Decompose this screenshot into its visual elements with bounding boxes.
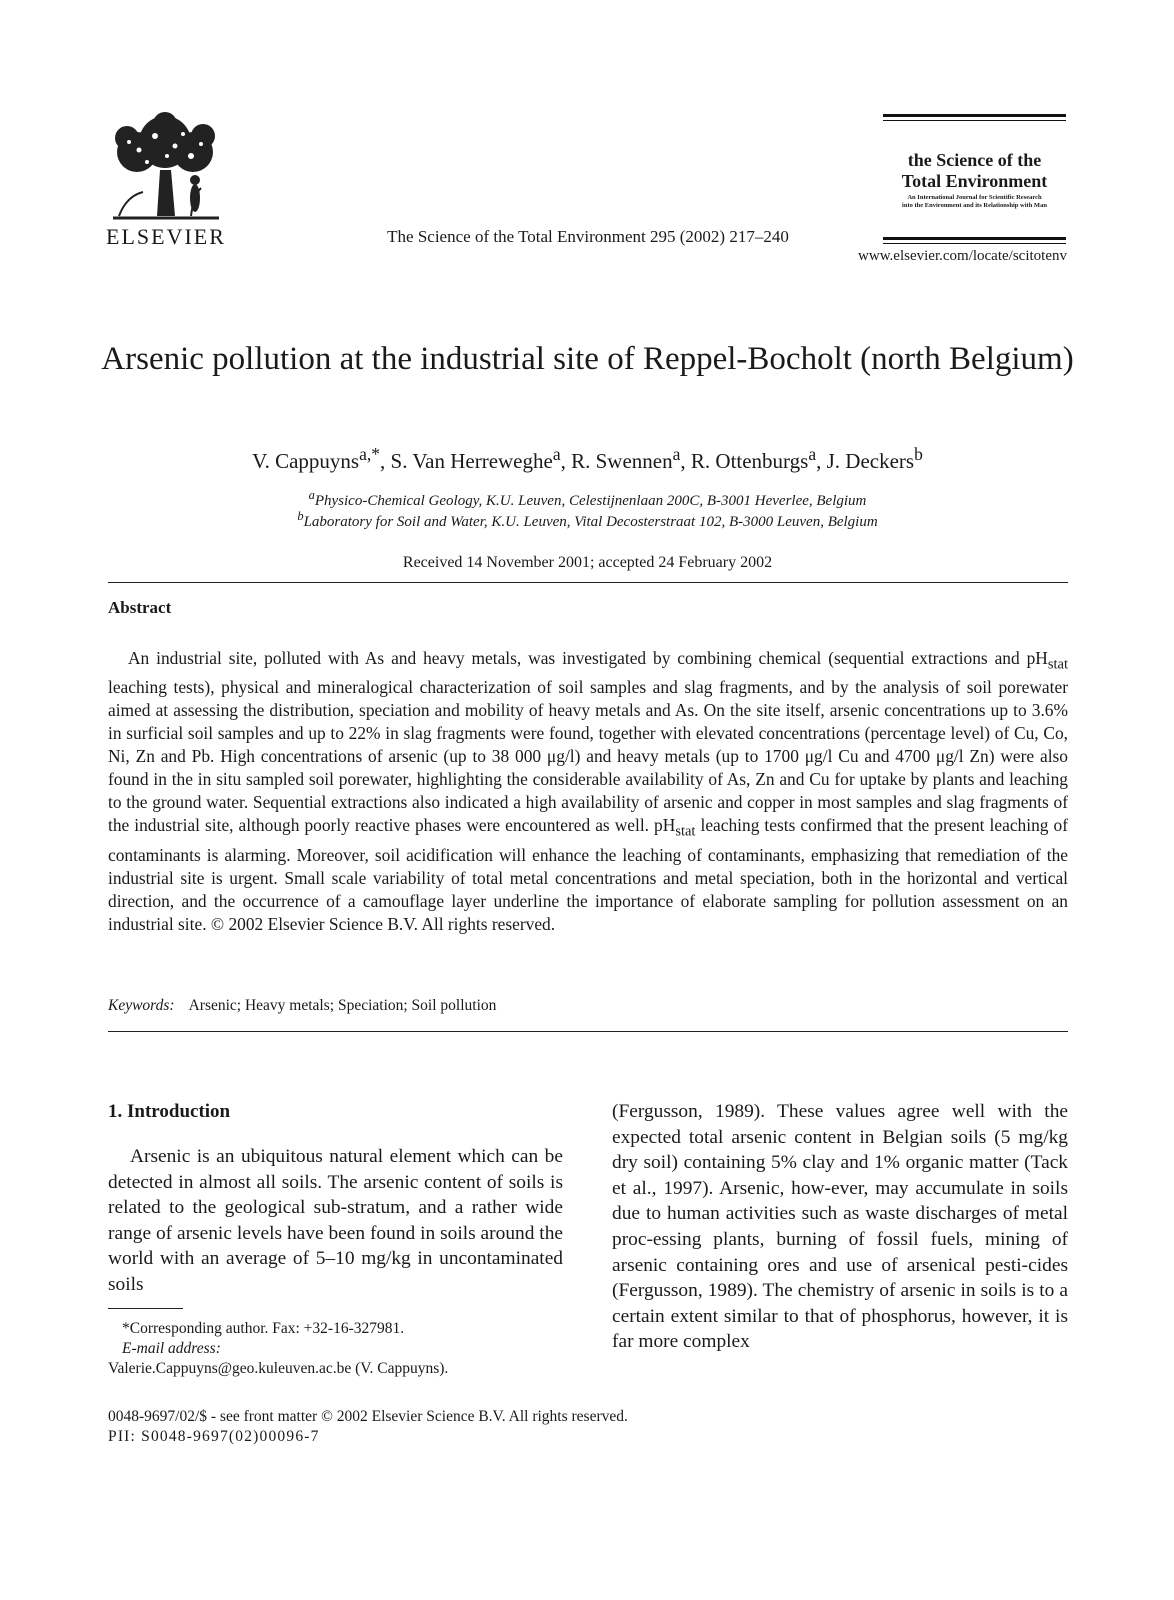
- abstract-text: An industrial site, polluted with As and heavy metals, was investigated by combining chemical (sequential extractions and $pH_{stat}$ leaching tests), physical and mineralogical characterization of soil samples and slag fragments, and by the analysis of soil porewater aimed at assessing the distribution, speciation and mobility of heavy metals and As. On the site itself, arsenic concentrations up to 3.6% in surficial soil samples and up to 22% in slag fragments were found, together with elevated concentrations (percentage level) of Cu, Co, Ni, Zn and Pb. High concentrations of arsenic (up to 38 000 μg/l) and heavy metals (up to 1700 μg/l Cu and 4700 μg/l Zn) were also found in the in situ sampled soil porewater, highlighting the considerable availability of As, Zn and Cu for uptake by plants and leaching to the ground water. Sequential extractions also indicated a high availability of arsenic and copper in most samples and slag fragments of the industrial site, although poorly reactive phases were encountered as well. $pH_{stat}$ leaching tests confirmed that the present leaching of contaminants is alarming. Moreover, soil acidification will enhance the leaching of contaminants, emphasizing that remediation of the industrial site is urgent. Small scale variability of total metal concentrations and metal speciation, both in the horizontal and vertical direction, and the occurrence of a camouflage layer underline the importance of elaborate sampling for pollution assessment on an industrial site. © 2002 Elsevier Science B.V. All rights reserved.: [108, 648, 1068, 934]
- affiliation-a: $^a$Physico-Chemical Geology, K.U. Leuven, Celestijnenlaan 200C, B-3001 Heverlee, Belgium: [308, 488, 867, 509]
- keywords-text: Arsenic; Heavy metals; Speciation; Soil pollution: [188, 997, 497, 1014]
- journal-subtitle: [883, 194, 1066, 210]
- footnote-rule: [108, 1308, 183, 1309]
- journal-citation: The Science of the Total Environment 295 (2002) 217–240: [387, 227, 789, 246]
- author: R. Ottenburgs$^a$,: [690, 444, 827, 473]
- journal-rule-top-thin: [883, 120, 1066, 121]
- elsevier-tree-icon: [105, 112, 227, 224]
- journal-subtitle-line2: into the Environment and its Relationship with Man: [902, 202, 1047, 209]
- divider: [108, 582, 1068, 583]
- body-text-column-2: (Fergusson, 1989). These values agree well with the expected total arsenic content in Belgian soils (5 mg/kg dry soil) containing 5% clay and 1% organic matter (Tack et al., 1997). Arsenic, how-ever, may accumulate in soils due to human activities such as waste discharges of metal proc-essing plants, burning of fossil fuels, mining of arsenic containing ores and use of arsenical pesti-cides (Fergusson, 1989). The chemistry of arsenic in soils is to a certain extent similar to that of phosphorus, however, it is far more complex: [612, 1101, 1068, 1353]
- journal-name-line2: Total Environment: [901, 171, 1048, 191]
- journal-subtitle-line1: An International Journal for Scientific Research: [907, 194, 1042, 201]
- paper-title: Arsenic pollution at the industrial site of Reppel-Bocholt (north Belgium): [101, 341, 1074, 377]
- journal-rule-bottom: [883, 237, 1066, 240]
- footnote-email-label: E-mail address:: [122, 1340, 221, 1357]
- author: S. Van Herreweghe$^a$,: [390, 444, 572, 473]
- section-heading: 1. Introduction: [108, 1101, 231, 1122]
- journal-name-line1: the Science of the: [907, 150, 1042, 170]
- author-list: [100, 440, 1075, 475]
- body-text-column-1: Arsenic is an ubiquitous natural element which can be detected in almost all soils. The arsenic content of soils is related to the geological sub-stratum, and a rather wide range of arsenic levels have been found in soils around the world with an average of 5–10 mg/kg in uncontaminated soils: [108, 1146, 563, 1295]
- footnote-email[interactable]: Valerie.Cappuyns@geo.kuleuven.ac.be (V. Cappuyns).: [108, 1360, 449, 1377]
- publisher-logo: [105, 112, 227, 247]
- author: V. Cappuyns$^{a,*}$,: [252, 444, 391, 473]
- abstract-heading: Abstract: [108, 598, 172, 617]
- received-dates: Received 14 November 2001; accepted 24 February 2002: [402, 554, 773, 571]
- divider: [108, 1031, 1068, 1032]
- journal-rule-top: [883, 114, 1066, 117]
- author: R. Swennen$^a$,: [571, 444, 691, 473]
- keywords: [108, 995, 1068, 1017]
- affiliation-b: $^b$Laboratory for Soil and Water, K.U. Leuven, Vital Decosterstraat 102, B-3000 Leuven, Belgium: [297, 509, 878, 530]
- journal-url[interactable]: www.elsevier.com/locate/scitotenv: [858, 248, 1067, 264]
- journal-logo: [883, 114, 1066, 244]
- journal-rule-bottom-thin: [883, 243, 1066, 244]
- author: J. Deckers$^b$: [826, 444, 923, 473]
- issn-line: 0048-9697/02/$ - see front matter © 2002 Elsevier Science B.V. All rights reserved.: [108, 1408, 628, 1425]
- pii-line: PII: S0048-9697(02)00096-7: [108, 1428, 320, 1445]
- keywords-label: Keywords:: [108, 997, 175, 1014]
- publisher-name: ELSEVIER: [106, 224, 226, 249]
- footnote-corresponding: *Corresponding author. Fax: +32-16-327981.: [122, 1320, 405, 1337]
